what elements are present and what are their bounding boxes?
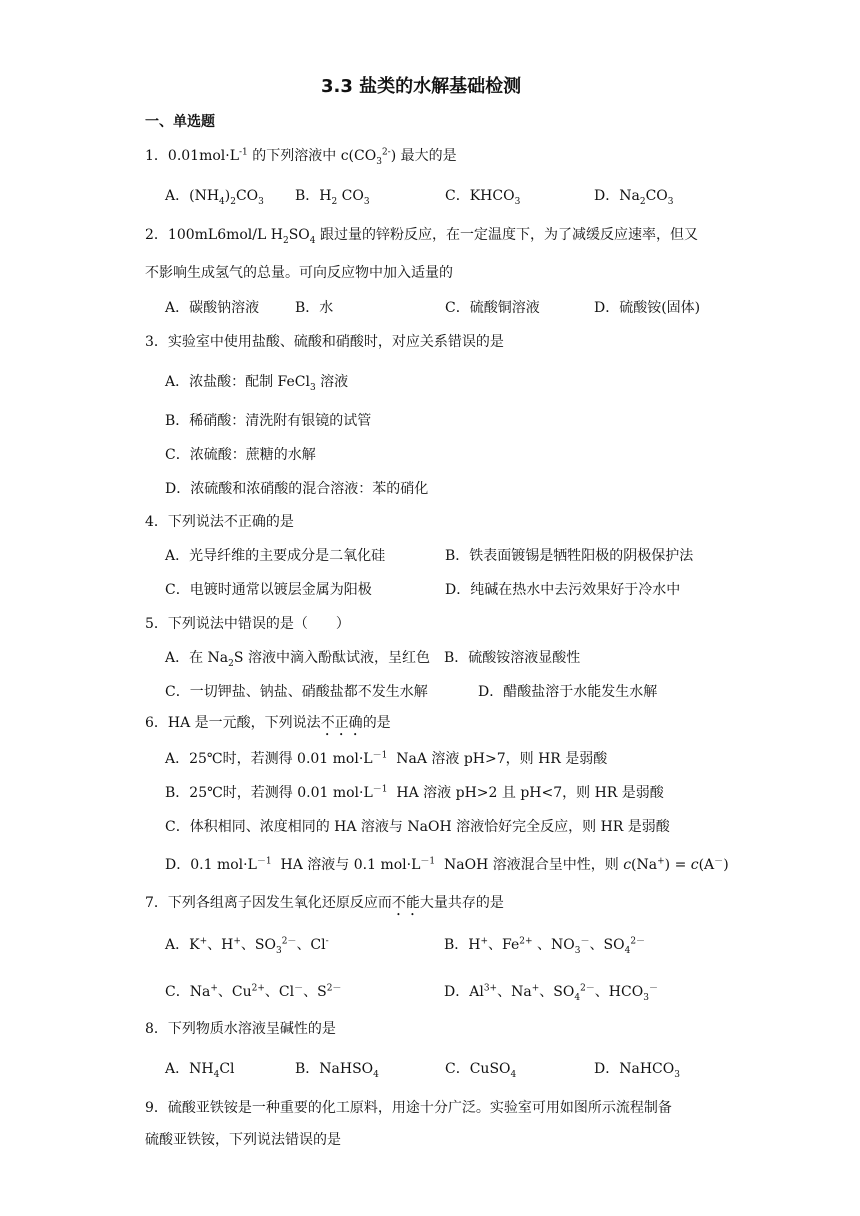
question-8-option-a: A．$NH_4Cl$ (165, 1061, 235, 1080)
question-1-stem: 1．$0.01mol\cdot L^{-1}$ 的下列溶液中 $c(CO_3^{2-})$ 最大的是 (145, 147, 457, 167)
question-6-option-c: C．体积相同、浓度相同的 HA 溶液与 NaOH 溶液恰好完全反应，则 HR 是弱酸 (165, 819, 670, 835)
question-2-option-d: D．硫酸铵(固体) (594, 300, 701, 316)
question-2-option-a: A．碳酸钠溶液 (165, 300, 260, 316)
question-7-option-d: D．$Al^{3+}$、Na+、$SO_4^{2-}$、$HCO_3^-$ (444, 983, 658, 1003)
question-3-option-d: D．浓硫酸和浓硝酸的混合溶液：苯的硝化 (165, 481, 429, 497)
question-4-option-a: A．光导纤维的主要成分是二氧化硅 (165, 548, 386, 564)
question-3-stem: 3．实验室中使用盐酸、硫酸和硝酸时，对应关系错误的是 (145, 334, 504, 350)
question-4-option-d: D．纯碱在热水中去污效果好于冷水中 (445, 582, 681, 598)
question-9-stem-line2: 硫酸亚铁铵，下列说法错误的是 (145, 1132, 341, 1148)
question-5-option-a: A．在 $Na_2S$ 溶液中滴入酚酞试液，呈红色 (165, 650, 430, 669)
question-6-stem: 6．HA 是一元酸，下列说法不正确的是 (145, 715, 391, 731)
question-6-option-d: D．0.1 $mol\cdot L^{-1}$ HA 溶液与 0.1 $mol\cdot L^{-1}$ NaOH 溶液混合呈中性，则 c(Na+) = c(A－) (165, 856, 729, 873)
question-5-option-c: C．一切钾盐、钠盐、硝酸盐都不发生水解 (165, 684, 428, 700)
question-4-option-b: B．铁表面镀锡是牺牲阳极的阴极保护法 (445, 548, 694, 564)
question-5-option-d: D．醋酸盐溶于水能发生水解 (478, 684, 658, 700)
question-2-option-b: B．水 (295, 300, 334, 316)
question-3-option-b: B．稀硝酸：清洗附有银镜的试管 (165, 413, 372, 429)
question-8-option-c: C．CuSO$_4$ (445, 1061, 517, 1080)
question-6-option-b: B．25℃时，若测得 0.01 $mol\cdot L^{-1}$ HA 溶液 pH>2 且 pH<7，则 HR 是弱酸 (165, 784, 664, 801)
question-2-option-c: C．硫酸铜溶液 (445, 300, 540, 316)
question-4-stem: 4．下列说法不正确的是 (145, 514, 294, 530)
question-3-option-c: C．浓硫酸：蔗糖的水解 (165, 447, 316, 463)
question-5-option-b: B．硫酸铵溶液显酸性 (444, 650, 581, 666)
question-6-option-a: A．25℃时，若测得 0.01 $mol\cdot L^{-1}$ NaA 溶液 pH>7，则 HR 是弱酸 (165, 750, 608, 767)
question-1-option-a: A．$(NH_4)_2CO_3$ (165, 188, 264, 207)
question-7-option-b: B．H+、$Fe^{2+}$ 、$NO_3^-$、$SO_4^{2-}$ (444, 936, 646, 956)
document-title: 3.3 盐类的水解基础检测 (321, 76, 522, 97)
question-2-stem-line2: 不影响生成氢气的总量。可向反应物中加入适量的 (145, 265, 453, 281)
question-7-stem: 7．下列各组离子因发生氧化还原反应而不能大量共存的是 (145, 895, 504, 911)
question-7-option-a: A．K+、H+、$SO_3^{2-}$、Cl- (165, 936, 329, 956)
question-8-option-b: B．NaHSO$_4$ (295, 1061, 379, 1080)
question-3-option-a: A．浓盐酸：配制 FeCl$_3$ 溶液 (165, 374, 349, 393)
question-9-stem-line1: 9．硫酸亚铁铵是一种重要的化工原料，用途十分广泛。实验室可用如图所示流程制备 (145, 1100, 672, 1116)
question-1-option-c: C．$KHCO_3$ (445, 188, 521, 207)
question-8-option-d: D．NaHCO$_3$ (594, 1061, 680, 1080)
question-5-stem: 5．下列说法中错误的是（ ） (145, 616, 350, 632)
question-8-stem: 8．下列物质水溶液呈碱性的是 (145, 1021, 336, 1037)
question-2-stem-line1: 2．100mL6mol/L $H_2SO_4$ 跟过量的锌粉反应，在一定温度下，为了减缓反应速率，但又 (145, 227, 698, 246)
question-4-option-c: C．电镀时通常以镀层金属为阳极 (165, 582, 372, 598)
question-7-option-c: C．Na+、$Cu^{2+}$、Cl－、$S^{2-}$ (165, 983, 342, 1000)
section-heading: 一、单选题 (145, 114, 215, 130)
question-1-option-d: D．$Na_2CO_3$ (594, 188, 674, 207)
question-1-option-b: B．$H_2$ $CO_3$ (295, 188, 370, 207)
